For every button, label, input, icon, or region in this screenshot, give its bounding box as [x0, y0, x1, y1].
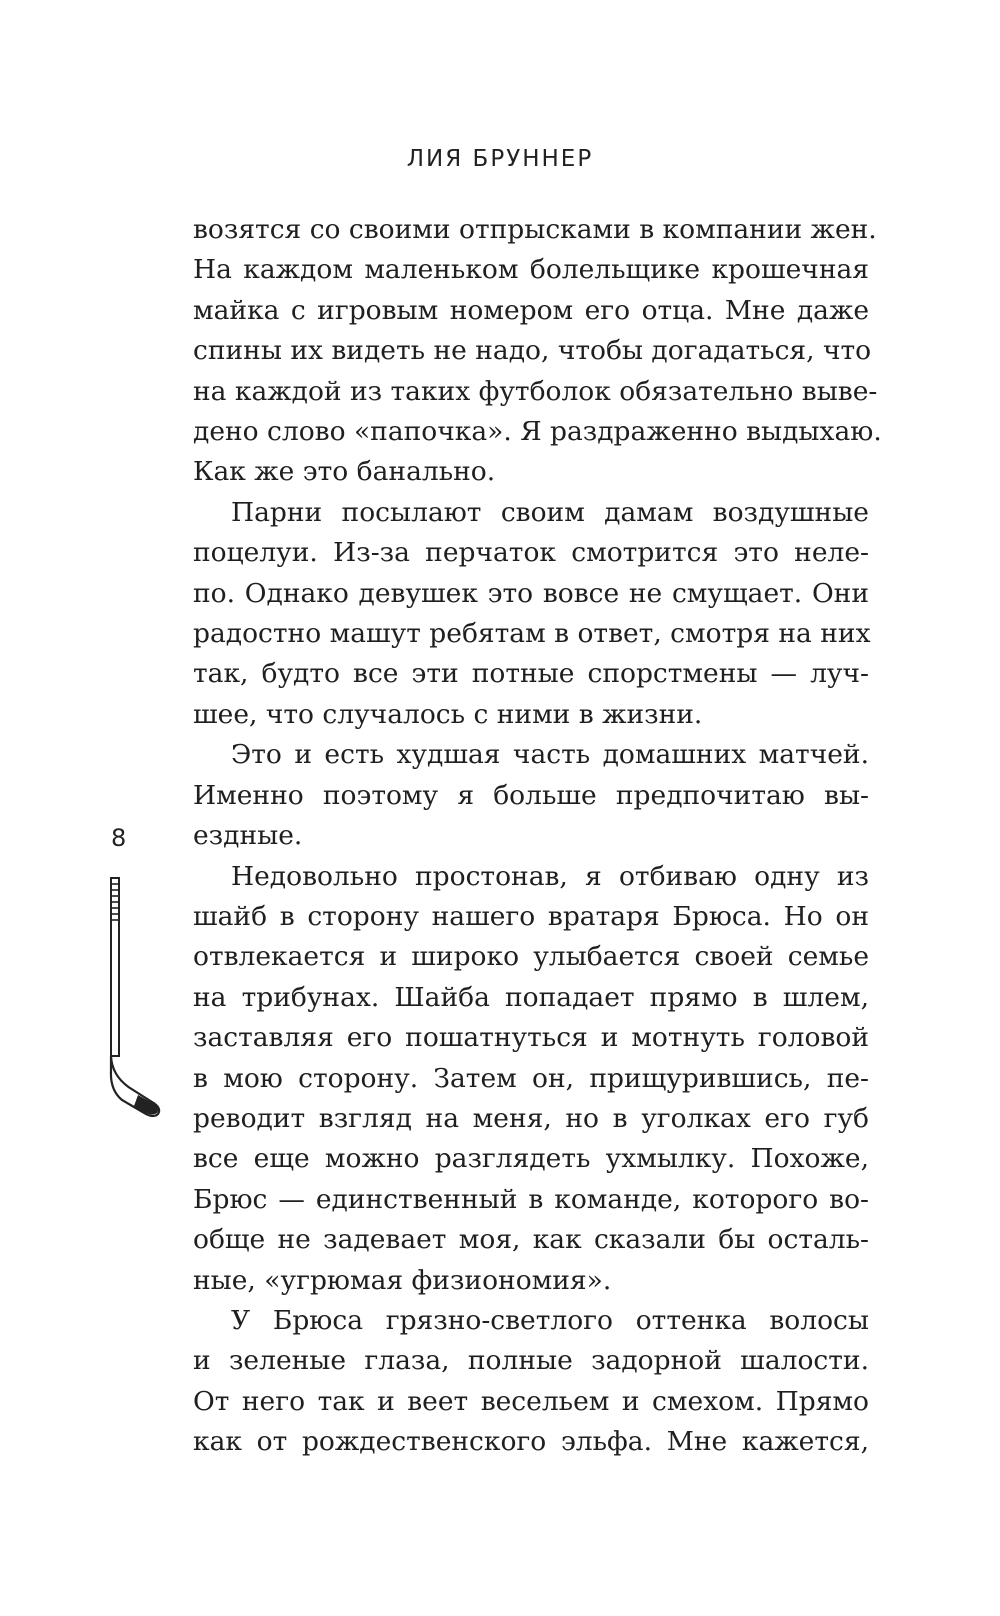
text-line: Как же это банально.: [193, 456, 496, 488]
running-head-author: ЛИЯ БРУННЕР: [406, 146, 594, 172]
text-line: возятся со своими отпрысками в компании жен.: [193, 214, 877, 245]
text-line: заставляя его пошатнуться и мотнуть головой: [193, 1022, 869, 1054]
text-line: От него так и веет весельем и смехом. Прямо: [193, 1385, 869, 1417]
page-number: 8: [111, 824, 127, 852]
text-line: Парни посылают своим дамам воздушные: [231, 496, 869, 528]
text-line: дено слово «папочка». Я раздраженно выдыхаю.: [193, 416, 882, 448]
text-line: ездные.: [193, 820, 303, 852]
hockey-stick-icon: [108, 876, 168, 1126]
text-line: по. Однако девушек это вовсе не смущает. Они: [193, 577, 869, 609]
text-line: шайб в сторону нашего вратаря Брюса. Но он: [193, 900, 869, 932]
text-line: ные, «угрюмая физиономия».: [193, 1264, 612, 1296]
text-line: шее, что случалось с ними в жизни.: [193, 698, 703, 730]
text-line: все еще можно разглядеть ухмылку. Похоже,: [193, 1143, 869, 1175]
text-line: майка с игровым номером его отца. Мне даже: [193, 294, 869, 326]
text-line: радостно машут ребятам в ответ, смотря на них: [193, 618, 871, 650]
text-line: как от рождественского эльфа. Мне кажется,: [193, 1426, 869, 1458]
text-line: Именно поэтому я больше предпочитаю вы-: [193, 779, 869, 811]
text-line: поцелуи. Из-за перчаток смотрится это неле-: [193, 537, 869, 569]
text-line: реводит взгляд на меня, но в уголках его губ: [193, 1102, 869, 1134]
text-line: так, будто все эти потные спорстмены — луч-: [193, 658, 869, 690]
text-line: Брюс — единственный в команде, которого во-: [193, 1183, 869, 1215]
text-line: обще не задевает моя, как сказали бы осталь-: [193, 1224, 869, 1256]
text-line: спины их видеть не надо, чтобы догадаться, что: [193, 335, 872, 367]
text-line: в мою сторону. Затем он, прищурившись, пе-: [193, 1062, 869, 1094]
text-line: На каждом маленьком болельщике крошечная: [193, 254, 869, 286]
text-line: Это и есть худшая часть домашних матчей.: [231, 739, 869, 771]
text-line: на каждой из таких футболок обязательно выве-: [193, 375, 878, 407]
text-line: Недовольно простонав, я отбиваю одну из: [231, 860, 869, 892]
body-text: [193, 210, 882, 1463]
text-line: У Брюса грязно-светлого оттенка волосы: [231, 1304, 869, 1336]
text-line: на трибунах. Шайба попадает прямо в шлем,: [193, 981, 869, 1013]
text-line: отвлекается и широко улыбается своей семье: [193, 941, 869, 973]
text-line: и зеленые глаза, полные задорной шалости.: [193, 1345, 869, 1377]
